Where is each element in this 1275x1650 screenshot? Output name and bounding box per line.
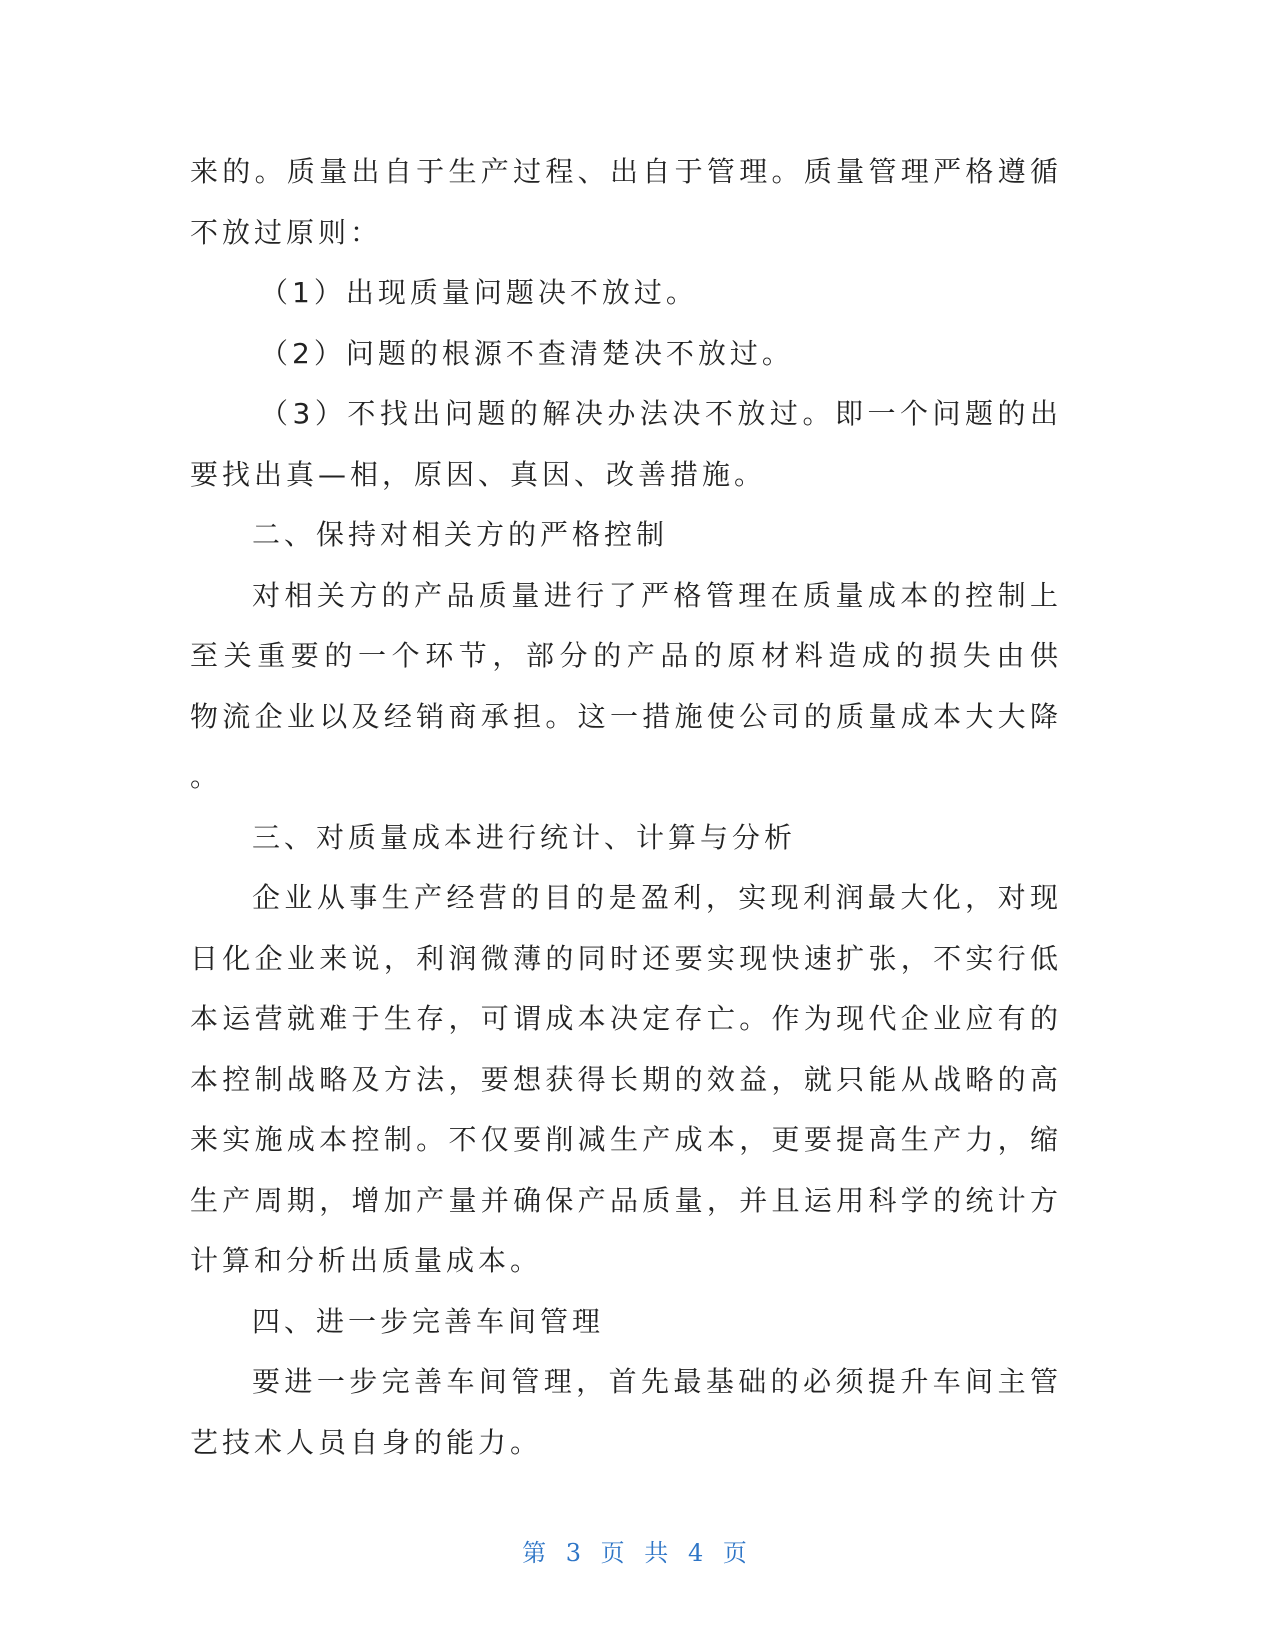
paragraph-line: 要进一步完善车间管理，首先最基础的必须提升车间主管 (252, 1365, 1062, 1398)
paragraph-line: 来的。质量出自于生产过程、出自于管理。质量管理严格遵循 (190, 155, 1062, 188)
paragraph-line: 企业从事生产经营的目的是盈利，实现利润最大化，对现 (252, 881, 1062, 914)
paragraph-line: 要找出真—相，原因、真因、改善措施。 (190, 457, 767, 491)
paragraph-line: 对相关方的产品质量进行了严格管理在质量成本的控制上 (252, 578, 1062, 612)
paragraph-line: 日化企业来说，利润微薄的同时还要实现快速扩张，不实行低 (190, 941, 1062, 975)
paragraph-line: 。 (190, 760, 223, 793)
paragraph-line: 生产周期，增加产量并确保产品质量，并且运用科学的统计方 (190, 1183, 1062, 1217)
paragraph-line: 本运营就难于生存，可谓成本决定存亡。作为现代企业应有的 (190, 1002, 1062, 1035)
paragraph-line: 计算和分析出质量成本。 (190, 1244, 543, 1277)
list-item: （2）问题的根源不查清楚决不放过。 (260, 336, 794, 370)
page-number: 第 3 页 共 4 页 (522, 1539, 753, 1567)
document-body (190, 142, 1062, 1473)
list-item: （3）不找出问题的解决办法决不放过。即一个问题的出 (260, 397, 1062, 430)
section-heading: 四、进一步完善车间管理 (252, 1304, 605, 1338)
paragraph-line: 物流企业以及经销商承担。这一措施使公司的质量成本大大降 (190, 699, 1062, 733)
paragraph-line: 来实施成本控制。不仅要削减生产成本，更要提高生产力，缩 (190, 1123, 1062, 1156)
list-item: （1）出现质量问题决不放过。 (260, 276, 698, 309)
paragraph-line: 不放过原则： (190, 215, 383, 249)
section-heading: 二、保持对相关方的严格控制 (252, 518, 669, 551)
section-heading: 三、对质量成本进行统计、计算与分析 (252, 820, 797, 854)
paragraph-line: 本控制战略及方法，要想获得长期的效益，就只能从战略的高 (190, 1062, 1062, 1096)
paragraph-line: 艺技术人员自身的能力。 (190, 1425, 543, 1459)
paragraph-line: 至关重要的一个环节，部分的产品的原材料造成的损失由供 (190, 639, 1062, 672)
